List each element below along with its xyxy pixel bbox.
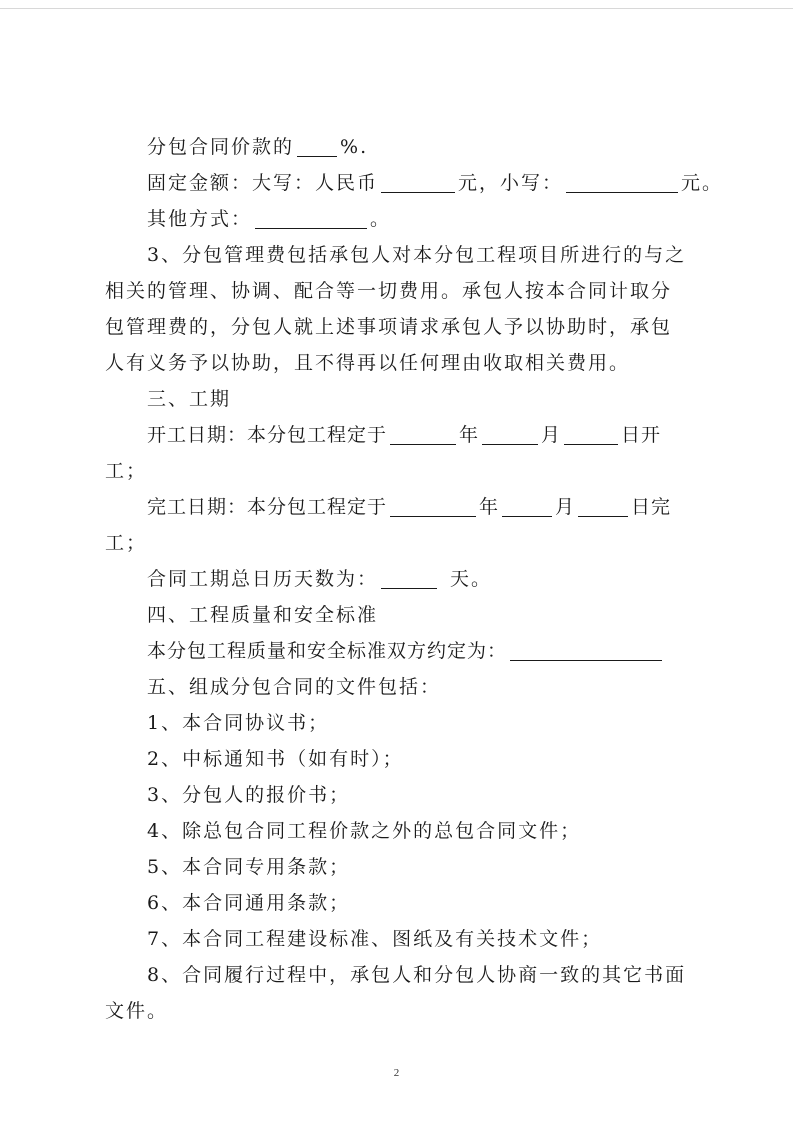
other-method-line xyxy=(105,201,685,237)
paragraph-line: 人有义务予以协助，且不得再以任何理由收取相关费用。 xyxy=(105,352,631,374)
section-heading-documents: 五、组成分包合同的文件包括： xyxy=(147,676,442,698)
month-label: 月 xyxy=(541,424,562,446)
other-method-blank[interactable] xyxy=(255,206,367,229)
start-date-label: 开工日期：本分包工程定于 xyxy=(147,424,388,446)
list-item: 7、本合同工程建设标准、图纸及有关技术文件； xyxy=(147,928,603,950)
quality-line xyxy=(105,633,685,669)
month-label: 月 xyxy=(555,496,576,518)
section-heading-quality: 四、工程质量和安全标准 xyxy=(147,604,379,626)
day-label: 日完 xyxy=(631,496,672,518)
list-item: 6、本合同通用条款； xyxy=(147,892,351,914)
start-date-line xyxy=(105,417,685,453)
paragraph-line: 包管理费的，分包人就上述事项请求承包人予以协助时，承包 xyxy=(105,316,673,338)
percent-blank[interactable] xyxy=(297,134,337,157)
year-label: 年 xyxy=(479,496,500,518)
days-suffix: 天。 xyxy=(450,568,493,590)
day-label: 日开 xyxy=(621,424,662,446)
fixed-amount-label: 固定金额：大写：人民币 xyxy=(147,172,379,194)
finish-date-tail: 工； xyxy=(105,532,148,554)
quality-label: 本分包工程质量和安全标准双方约定为： xyxy=(147,640,508,662)
page-number: 2 xyxy=(393,1067,400,1079)
paragraph-line: 3、分包管理费包括承包人对本分包工程项目所进行的与之 xyxy=(147,244,687,266)
finish-date-label: 完工日期：本分包工程定于 xyxy=(147,496,388,518)
list-item: 1、本合同协议书； xyxy=(147,712,330,734)
finish-month-blank[interactable] xyxy=(502,494,552,517)
page-top-edge xyxy=(0,8,793,9)
start-year-blank[interactable] xyxy=(390,422,456,445)
list-item-continuation: 文件。 xyxy=(105,1000,169,1022)
list-item: 3、分包人的报价书； xyxy=(147,784,351,806)
finish-date-line xyxy=(105,489,685,525)
section-heading-schedule: 三、工期 xyxy=(147,388,232,410)
start-day-blank[interactable] xyxy=(564,422,618,445)
fixed-amount-line xyxy=(105,165,724,201)
other-method-suffix: 。 xyxy=(370,208,392,230)
amount-suffix: 元。 xyxy=(681,172,724,194)
paragraph-line: 相关的管理、协调、配合等一切费用。承包人按本合同计取分 xyxy=(105,280,673,302)
list-item: 5、本合同专用条款； xyxy=(147,856,351,878)
list-item: 8、合同履行过程中，承包人和分包人协商一致的其它书面 xyxy=(147,964,687,986)
price-percent-label: 分包合同价款的 xyxy=(147,136,295,158)
finish-day-blank[interactable] xyxy=(578,494,628,517)
amount-figures-label: 元，小写： xyxy=(458,172,564,194)
other-method-label: 其他方式： xyxy=(147,208,253,230)
start-date-tail: 工； xyxy=(105,460,148,482)
percent-suffix: %. xyxy=(340,136,369,158)
total-days-label: 合同工期总日历天数为： xyxy=(147,568,379,590)
year-label: 年 xyxy=(459,424,480,446)
list-item: 2、中标通知书（如有时）； xyxy=(147,748,404,770)
price-percent-line xyxy=(105,129,685,165)
amount-figures-blank[interactable] xyxy=(566,170,678,193)
document-body xyxy=(105,129,724,1029)
total-days-line xyxy=(105,561,685,597)
amount-words-blank[interactable] xyxy=(381,170,455,193)
quality-blank[interactable] xyxy=(510,638,662,661)
finish-year-blank[interactable] xyxy=(390,494,476,517)
start-month-blank[interactable] xyxy=(482,422,538,445)
list-item: 4、除总包合同工程价款之外的总包合同文件； xyxy=(147,820,582,842)
total-days-blank[interactable] xyxy=(381,566,437,589)
